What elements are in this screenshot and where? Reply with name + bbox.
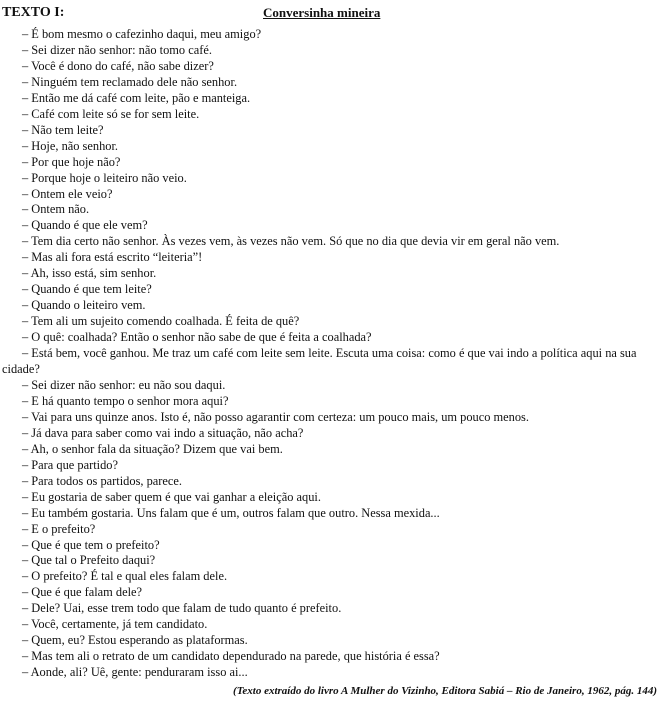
dialogue-line: – Que tal o Prefeito daqui? [22,553,156,568]
dialogue-line: – E há quanto tempo o senhor mora aqui? [22,393,229,408]
text-label: TEXTO I: [2,5,65,20]
dialogue-line: – Sei dizer não senhor: eu não sou daqui. [22,377,226,392]
document-header [2,4,657,22]
dialogue-line: – Eu também gostaria. Uns falam que é um, outros falam que outro. Nessa mexida... [22,505,440,520]
dialogue-line: – Ah, o senhor fala da situação? Dizem que vai bem. [22,441,283,456]
dialogue-line: – Que é que tem o prefeito? [22,537,160,552]
dialogue-line: – Ah, isso está, sim senhor. [22,266,157,281]
dialogue-line: – Para todos os partidos, parece. [22,473,183,488]
dialogue-line: – É bom mesmo o cafezinho daqui, meu amigo? [22,27,262,41]
dialogue-line: – Você, certamente, já tem candidato. [22,617,208,632]
dialogue-line: – Quando é que tem leite? [22,282,152,297]
dialogue-line: – Não tem leite? [22,122,104,137]
dialogue-line: – Mas ali fora está escrito “leiteria”! [22,250,203,265]
dialogue-line: – Dele? Uai, esse trem todo que falam de tudo quanto é prefeito. [22,601,342,616]
dialogue-line: – Tem dia certo não senhor. Às vezes vem, às vezes não vem. Só que no dia que devia vir em geral não vem. [22,234,560,249]
dialogue-line: – O prefeito? É tal e qual eles falam dele. [22,569,228,584]
dialogue-line: – Aonde, ali? Uê, gente: penduraram isso ai... [22,665,248,680]
dialogue-line: – Hoje, não senhor. [22,138,119,153]
dialogue-line: – Quando é que ele vem? [22,218,148,233]
dialogue-line: – Você é dono do café, não sabe dizer? [22,58,214,73]
dialogue-line: – Mas tem ali o retrato de um candidato dependurado na parede, que história é essa? [22,649,440,664]
dialogue-line: – Café com leite só se for sem leite. [22,106,200,121]
dialogue-line: – Ninguém tem reclamado dele não senhor. [22,74,238,89]
dialogue-line: – E o prefeito? [22,521,96,536]
dialogue-list [2,27,659,681]
dialogue-line: – Sei dizer não senhor: não tomo café. [22,42,212,57]
dialogue-line: – Está bem, você ganhou. Me traz um café com leite sem leite. Escuta uma coisa: como é que vai indo a política aqui na sua cidade? [2,346,637,377]
dialogue-line: – Tem ali um sujeito comendo coalhada. É feita de quê? [22,314,300,329]
dialogue-line: – Vai para uns quinze anos. Isto é, não posso agarantir com certeza: um pouco mais, um pouco menos. [22,409,529,424]
dialogue-line: – Então me dá café com leite, pão e manteiga. [22,90,251,105]
dialogue-line: – Ontem não. [22,202,90,217]
dialogue-line: – O quê: coalhada? Então o senhor não sabe de que é feita a coalhada? [22,330,372,345]
dialogue-line: – Porque hoje o leiteiro não veio. [22,170,187,185]
source-citation: (Texto extraído do livro A Mulher do Vizinho, Editora Sabiá – Rio de Janeiro, 1962, pág. 144) [233,685,657,697]
dialogue-line: – Que é que falam dele? [22,585,143,600]
dialogue-line: – Por que hoje não? [22,154,121,169]
dialogue-line: – Quando o leiteiro vem. [22,298,146,313]
dialogue-line: – Para que partido? [22,457,118,472]
dialogue-line: – Quem, eu? Estou esperando as plataformas. [22,633,248,648]
dialogue-line: – Ontem ele veio? [22,186,113,201]
dialogue-line: – Já dava para saber como vai indo a situação, não acha? [22,425,304,440]
text-title: Conversinha mineira [263,5,381,20]
dialogue-line: – Eu gostaria de saber quem é que vai ganhar a eleição aqui. [22,489,321,504]
